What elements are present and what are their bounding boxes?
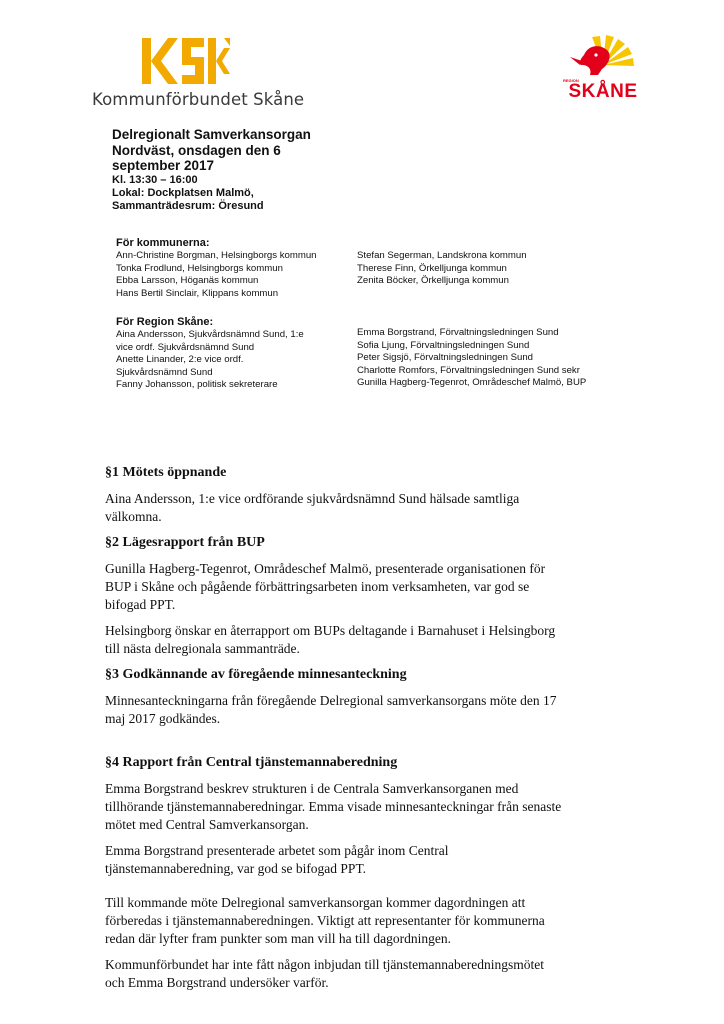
attendee-name: Charlotte Romfors, Förvaltningsledningen Sund sekr — [357, 364, 580, 376]
attendees-kommunerna-right — [357, 250, 527, 288]
attendee-name: Anette Linander, 2:e vice ordf. — [116, 354, 244, 366]
attendee-name: Zenita Böcker, Örkelljunga kommun — [357, 275, 509, 287]
text-line: BUP i Skåne och pågående förbättringsarbeten inom verksamheten, var god se — [105, 579, 530, 594]
meeting-header — [112, 127, 412, 213]
text-line: Helsingborg önskar en återrapport om BUPs deltagande i Barnahuset i Helsingborg — [105, 623, 556, 638]
text-line: Till kommande möte Delregional samverkansorgan kommer dagordningen att — [105, 895, 526, 910]
attendee-name: Ann-Christine Borgman, Helsingborgs kommun — [116, 250, 317, 261]
attendee-name: Therese Finn, Örkelljunga kommun — [357, 262, 507, 274]
kommunforbundet-skane-wordmark: Kommunförbundet Skåne — [92, 90, 305, 109]
section-2-heading: §2 Lägesrapport från BUP — [105, 535, 265, 550]
attendee-name: Hans Bertil Sinclair, Klippans kommun — [116, 287, 279, 299]
section-2-paragraph-2 — [105, 622, 625, 658]
text-line: förberedas i tjänstemannaberedningen. Viktigt att representanter för kommunerna — [105, 913, 545, 928]
text-line: Emma Borgstrand beskrev strukturen i de Centrala Samverkansorganen med — [105, 781, 519, 796]
meeting-time: Kl. 13:30 – 16:00 — [112, 173, 198, 186]
section-4-paragraph-3 — [105, 894, 625, 948]
minutes-body — [105, 464, 625, 1000]
attendee-name: vice ordf. Sjukvårdsnämnd Sund — [116, 341, 255, 353]
meeting-title-line-2: Nordväst, onsdagen den 6 — [112, 142, 281, 158]
text-line: och Emma Borgstrand undersöker varför. — [105, 975, 329, 990]
text-line: Gunilla Hagberg-Tegenrot, Områdeschef Malmö, presenterade organisationen för — [105, 561, 546, 576]
attendee-name: Tonka Frodlund, Helsingborgs kommun — [116, 262, 283, 274]
meeting-title-line-3: september 2017 — [112, 158, 215, 173]
section-1-paragraph-1 — [105, 490, 625, 526]
attendee-name: Aina Andersson, Sjukvårdsnämnd Sund, 1:e — [116, 329, 304, 340]
attendees-kommunerna-left — [116, 236, 317, 300]
attendee-name: Peter Sigsjö, Förvaltningsledningen Sund — [357, 352, 533, 364]
ksk-logo-mark — [142, 38, 230, 84]
meeting-title-line-1: Delregionalt Samverkansorgan — [112, 127, 311, 142]
attendees-kommunerna-heading: För kommunerna: — [116, 237, 210, 249]
region-skane-logo — [562, 35, 644, 105]
text-line: till nästa delregionala sammanträde. — [105, 641, 300, 656]
attendees-region-right — [357, 327, 586, 390]
text-line: redan där lyfter fram punkter som man vill ha till dagordningen. — [105, 931, 452, 946]
text-line: maj 2017 godkändes. — [105, 711, 221, 726]
text-line: tjänstemannaberedning, var god se bifogad PPT. — [105, 861, 367, 876]
section-1-heading: §1 Mötets öppnande — [105, 465, 227, 480]
text-line: välkomna. — [105, 509, 162, 524]
text-line: Aina Andersson, 1:e vice ordförande sjukvårdsnämnd Sund hälsade samtliga — [105, 491, 520, 506]
attendee-name: Fanny Johansson, politisk sekreterare — [116, 379, 278, 391]
text-line: tillhörande tjänstemannaberedningar. Emma visade minnesanteckningar från senaste — [105, 799, 562, 814]
section-4-paragraph-2 — [105, 842, 625, 878]
text-line: bifogad PPT. — [105, 597, 176, 612]
text-line: Emma Borgstrand presenterade arbetet som pågår inom Central — [105, 843, 449, 858]
attendee-name: Gunilla Hagberg-Tegenrot, Områdeschef Malmö, BUP — [357, 377, 587, 389]
section-4-paragraph-1 — [105, 780, 625, 834]
region-skane-wordmark: SKÅNE — [568, 81, 638, 102]
region-small-text: REGION — [563, 78, 579, 83]
attendees-region-left — [116, 315, 304, 392]
attendee-name: Stefan Segerman, Landskrona kommun — [357, 250, 527, 261]
attendee-name: Emma Borgstrand, Förvaltningsledningen Sund — [357, 327, 559, 338]
region-skane-griffin-icon — [562, 35, 644, 81]
meeting-location-line-1: Lokal: Dockplatsen Malmö, — [112, 186, 254, 199]
attendee-name: Sjukvårdsnämnd Sund — [116, 366, 213, 378]
section-4-heading: §4 Rapport från Central tjänstemannaberedning — [105, 755, 398, 770]
section-2-paragraph-1 — [105, 560, 625, 614]
section-3-paragraph-1 — [105, 692, 625, 728]
attendees-region-heading: För Region Skåne: — [116, 316, 214, 328]
attendee-name: Sofia Ljung, Förvaltningsledningen Sund — [357, 339, 530, 351]
section-3-heading: §3 Godkännande av föregående minnesanteckning — [105, 667, 407, 682]
section-4-paragraph-4 — [105, 956, 625, 992]
kommunforbundet-skane-logo — [92, 38, 305, 114]
text-line: Minnesanteckningarna från föregående Delregional samverkansorgans möte den 17 — [105, 693, 557, 708]
attendee-name: Ebba Larsson, Höganäs kommun — [116, 275, 259, 287]
meeting-location-line-2: Sammanträdesrum: Öresund — [112, 199, 264, 212]
text-line: Kommunförbundet har inte fått någon inbjudan till tjänstemannaberedningsmötet — [105, 957, 545, 972]
text-line: mötet med Central Samverkansorgan. — [105, 817, 309, 832]
